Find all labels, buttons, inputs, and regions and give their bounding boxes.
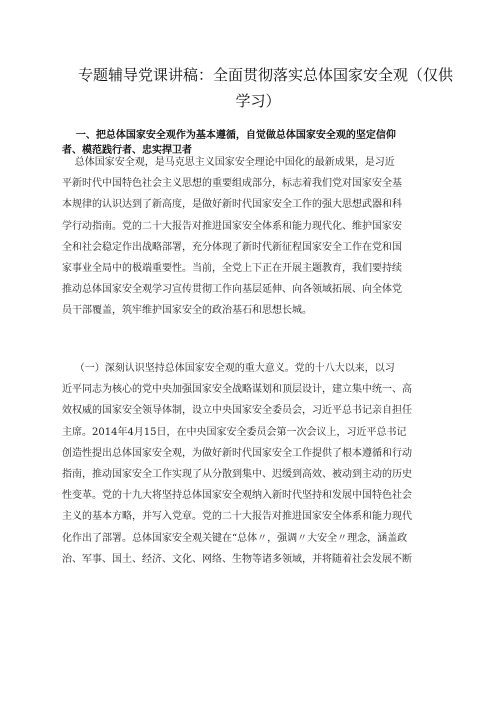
text-line: （一）深刻认识坚持总体国家安全观的重大意义。党的十八大以来，以习 — [62, 363, 395, 374]
text-line: 推动总体国家安全观学习宣传贯彻工作向基层延伸、向各领域拓展、向全体党 — [62, 284, 402, 296]
text-line: 全和社会稳定作出战略部署，充分体现了新时代新征程国家安全工作在党和国 — [62, 241, 402, 253]
text-line: 性变革。党的十九大将坚持总体国家安全观纳入新时代坚持和发展中国特色社会 — [62, 490, 412, 502]
text-line: 创造性提出总体国家安全观，为做好新时代国家安全工作提供了根本遵循和行动 — [62, 447, 412, 459]
text-line: 本规律的认识达到了新高度，是做好新时代国家安全工作的强大思想武器和科 — [62, 199, 402, 211]
text-line: 化作出了部署。总体国家安全观关键在“总体〃，强调〃大安全〃理念，涵盖政 — [62, 532, 408, 544]
text-line: 学行动指南。党的二十大报告对推进国家安全体系和能力现代化、维护国家安 — [62, 220, 402, 232]
text-line: 家事业全局中的极端重要性。当前，全党上下正在开展主题教育，我们要持续 — [62, 263, 402, 275]
heading-line: 者、模范践行者、忠实捍卫者 — [62, 145, 192, 156]
text-line: 治、军事、国土、经济、文化、网络、生物等诸多领域，并将随着社会发展不断 — [62, 553, 412, 565]
title-line: 专题辅导党课讲稿：全面贯彻落实总体国家安全观（仅供 — [78, 66, 454, 84]
text-line: 员干部覆盖，筑牢维护国家安全的政治基石和思想长城。 — [62, 305, 312, 317]
text-line: 主席。2014年4月15日，在中央国家安全委员会第一次会议上，习近平总书记 — [62, 426, 407, 438]
paragraph-2 — [62, 358, 442, 570]
text-line: 平新时代中国特色社会主义思想的重要组成部分，标志着我们党对国家安全基 — [62, 178, 402, 190]
heading-line: 一、把总体国家安全观作为基本遵循，自觉做总体国家安全观的坚定信仰 — [62, 130, 396, 141]
text-line: 指南，推动国家安全工作实现了从分散到集中、迟缓到高效、被动到主动的历史 — [62, 469, 412, 481]
title-line: 学习） — [235, 92, 281, 110]
text-line: 主义的基本方略，并写入党章。党的二十大报告对推进国家安全体系和能力现代 — [62, 511, 412, 523]
text-line: 近平同志为核心的党中央加强国家安全战略谋划和顶层设计，建立集中统一、高 — [62, 384, 412, 396]
paragraph-1 — [62, 152, 442, 322]
text-line: 总体国家安全观，是马克思主义国家安全理论中国化的最新成果，是习近 — [62, 157, 395, 168]
document-title — [78, 62, 454, 114]
text-line: 效权威的国家安全领导体制，设立中央国家安全委员会，习近平总书记亲自担任 — [62, 405, 412, 417]
